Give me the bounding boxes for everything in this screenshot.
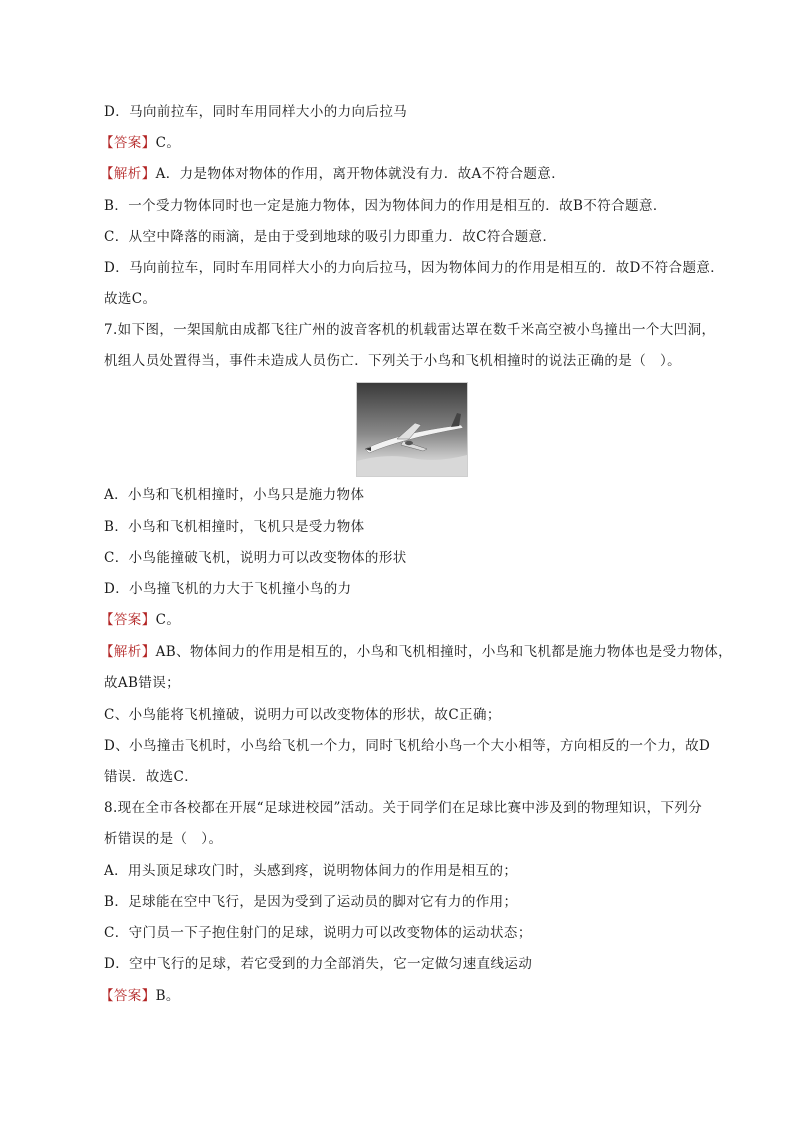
analysis-text: A．力是物体对物体的作用，离开物体就没有力．故A不符合题意． xyxy=(155,166,566,182)
analysis-text: AB、物体间力的作用是相互的，小鸟和飞机相撞时，小鸟和飞机都是施力物体也是受力物体， xyxy=(155,644,733,660)
q8-option-b: B．足球能在空中飞行，是因为受到了运动员的脚对它有力的作用； xyxy=(104,894,518,910)
q8-stem-line1: 8.现在全市各校都在开展“足球进校园”活动。关于同学们在足球比赛中涉及到的物理知识，下列分 xyxy=(104,800,703,816)
answer-text: C。 xyxy=(155,612,181,628)
analysis-tag: 【解析】 xyxy=(100,644,156,660)
q7-stem-line1: 7.如下图，一架国航由成都飞往广州的波音客机的机载雷达罩在数千米高空被小鸟撞出一个大凹洞， xyxy=(104,322,716,338)
q8-option-c: C．守门员一下子抱住射门的足球，说明力可以改变物体的运动状态； xyxy=(104,925,532,941)
q6-analysis-a xyxy=(100,164,565,184)
analysis-tag: 【解析】 xyxy=(100,166,156,182)
airplane-icon xyxy=(357,383,467,476)
q6-option-d: D．马向前拉车，同时车用同样大小的力向后拉马 xyxy=(104,104,408,120)
answer-tag: 【答案】 xyxy=(100,135,156,151)
q7-answer xyxy=(100,610,180,630)
q7-option-a: A．小鸟和飞机相撞时，小鸟只是施力物体 xyxy=(104,487,365,503)
q7-stem-line2: 机组人员处置得当，事件未造成人员伤亡．下列关于小鸟和飞机相撞时的说法正确的是（ ）。 xyxy=(104,353,682,369)
answer-tag: 【答案】 xyxy=(100,612,156,628)
q6-analysis-b: B．一个受力物体同时也一定是施力物体，因为物体间力的作用是相互的．故B不符合题意． xyxy=(104,198,667,214)
q6-conclusion: 故选C。 xyxy=(104,291,157,307)
q8-answer xyxy=(100,986,180,1006)
q7-option-b: B．小鸟和飞机相撞时，飞机只是受力物体 xyxy=(104,519,365,535)
q6-analysis-d: D．马向前拉车，同时车用同样大小的力向后拉马，因为物体间力的作用是相互的．故D不符合题意． xyxy=(104,260,725,276)
q7-analysis-line5: 错误．故选C． xyxy=(104,769,199,785)
q7-analysis-line4: D、小鸟撞击飞机时，小鸟给飞机一个力，同时飞机给小鸟一个大小相等，方向相反的一个力，故D xyxy=(104,738,711,754)
answer-tag: 【答案】 xyxy=(100,988,156,1004)
q8-option-a: A．用头顶足球攻门时，头感到疼，说明物体间力的作用是相互的； xyxy=(104,863,518,879)
airplane-photo xyxy=(356,382,468,477)
q7-analysis-line1 xyxy=(100,642,732,662)
q6-analysis-c: C．从空中降落的雨滴，是由于受到地球的吸引力即重力．故C符合题意． xyxy=(104,229,557,245)
q8-option-d: D．空中飞行的足球，若它受到的力全部消失，它一定做匀速直线运动 xyxy=(104,956,533,972)
q7-analysis-line3: C、小鸟能将飞机撞破，说明力可以改变物体的形状，故C正确； xyxy=(104,707,501,723)
q8-stem-line2: 析错误的是（ ）。 xyxy=(104,831,223,847)
answer-text: B。 xyxy=(155,988,180,1004)
q6-answer xyxy=(100,133,180,153)
q7-analysis-line2: 故AB错误； xyxy=(104,675,181,691)
answer-text: C。 xyxy=(155,135,181,151)
q7-option-c: C．小鸟能撞破飞机，说明力可以改变物体的形状 xyxy=(104,550,407,566)
q7-option-d: D．小鸟撞飞机的力大于飞机撞小鸟的力 xyxy=(104,581,352,597)
